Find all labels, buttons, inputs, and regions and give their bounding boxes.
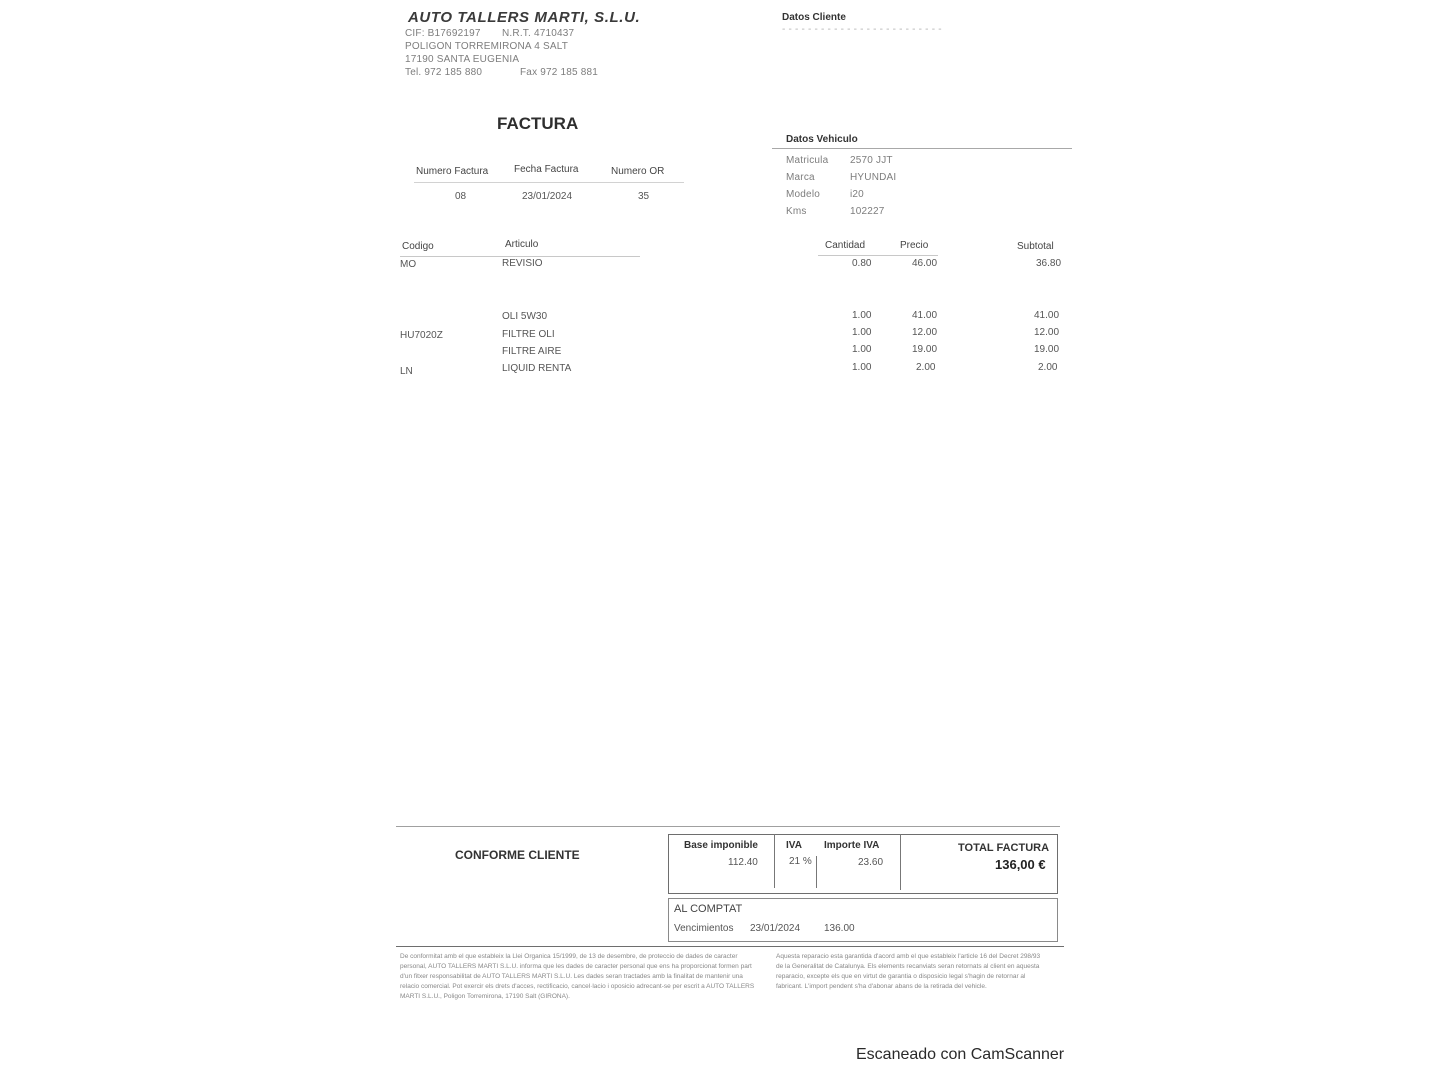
row-3-price: 12.00 (912, 327, 938, 338)
row-1-quantity: 0.80 (852, 258, 872, 269)
row-4-quantity: 1.00 (852, 344, 872, 355)
vehicle-plate-label: Matricula (786, 155, 829, 166)
row-3-article: FILTRE OLI (502, 329, 555, 340)
row-5-subtotal: 2.00 (1038, 362, 1058, 373)
client-section-label: Datos Cliente (782, 12, 846, 23)
vat-amount-value: 23.60 (858, 857, 884, 868)
row-2-subtotal: 41.00 (1034, 310, 1060, 321)
row-1-code: MO (400, 259, 417, 270)
document-title: FACTURA (497, 114, 579, 133)
order-number-header: Numero OR (611, 166, 665, 177)
warranty-legal-text: Aquesta reparacio esta garantida d'acord amb el que estableix l'article 16 del Decret 298/93 de la Generalitat de Catalunya. Els elements recanviats seran retornats al client en aquesta reparacio, excepte els que en virtut de garantia o disposicio legal s'hagin de retornar al fabricant. L'import pendent s'ha d'abonar abans de la retirada del vehicle. (776, 953, 1041, 990)
company-name: AUTO TALLERS MARTI, S.L.U. (408, 9, 641, 26)
company-cif: CIF: B17692197 (405, 28, 481, 39)
row-5-price: 2.00 (916, 362, 936, 373)
invoice-total-label: TOTAL FACTURA (958, 842, 1050, 854)
client-data-line: - - - - - - - - - - - - - - - - - - - - - - - - - (782, 24, 942, 35)
company-city: 17190 SANTA EUGENIA (405, 54, 520, 65)
invoice-number-value: 08 (455, 191, 467, 202)
company-fax: Fax 972 185 881 (520, 67, 599, 78)
vat-rate-label: IVA (786, 840, 802, 851)
row-2-quantity: 1.00 (852, 310, 872, 321)
invoice-total-value: 136,00 € (995, 857, 1046, 872)
client-conformity-label: CONFORME CLIENTE (455, 848, 580, 862)
invoice-date-value: 23/01/2024 (522, 191, 573, 202)
vehicle-section-label: Datos Vehiculo (786, 134, 858, 145)
column-header-subtotal: Subtotal (1017, 241, 1054, 252)
company-nrt: N.R.T. 4710437 (502, 28, 575, 39)
row-5-article: LIQUID RENTA (502, 363, 572, 374)
row-3-subtotal: 12.00 (1034, 327, 1060, 338)
row-2-article: OLI 5W30 (502, 311, 548, 322)
row-5-quantity: 1.00 (852, 362, 872, 373)
vehicle-brand-value: HYUNDAI (850, 172, 897, 183)
row-1-subtotal: 36.80 (1036, 258, 1062, 269)
column-header-price: Precio (900, 240, 929, 251)
row-3-quantity: 1.00 (852, 327, 872, 338)
row-5-code: LN (400, 366, 413, 377)
vehicle-plate-value: 2570 JJT (850, 155, 893, 166)
vat-amount-label: Importe IVA (824, 840, 880, 851)
tax-base-value: 112.40 (728, 857, 758, 868)
vehicle-model-label: Modelo (786, 189, 820, 200)
payment-method: AL COMPTAT (674, 903, 743, 915)
vehicle-brand-label: Marca (786, 172, 815, 183)
vehicle-kms-value: 102227 (850, 206, 885, 217)
row-4-subtotal: 19.00 (1034, 344, 1060, 355)
row-1-article: REVISIO (502, 258, 543, 269)
due-amount-value: 136.00 (824, 923, 855, 934)
data-protection-legal-text: De conformitat amb el que estableix la Llei Organica 15/1999, de 13 de desembre, de proteccio de dades de caracter personal, AUTO TALLERS MARTI S.L.U. informa que les dades de caracter personal que ens ha proporcionat formen part d'un fitxer responsabilitat de AUTO TALLERS MARTI S.L.U. Les dades seran tractades amb la finalitat de mantenir una relacio comercial. Pot exercir els drets d'acces, rectificacio, cancel·lacio i oposicio adrecant-se per escrit a AUTO TALLERS MARTI S.L.U., Poligon Torremirona, 17190 Salt (GIRONA). (400, 953, 755, 1000)
invoice-date-header: Fecha Factura (514, 164, 579, 175)
company-phone: Tel. 972 185 880 (405, 67, 483, 78)
scanner-watermark: Escaneado con CamScanner (856, 1046, 1065, 1063)
row-4-price: 19.00 (912, 344, 938, 355)
row-3-code: HU7020Z (400, 330, 443, 341)
tax-base-label: Base imponible (684, 840, 758, 851)
order-number-value: 35 (638, 191, 650, 202)
vat-rate-value: 21 % (789, 856, 812, 867)
vehicle-model-value: i20 (850, 189, 864, 200)
due-date-value: 23/01/2024 (750, 923, 801, 934)
row-4-article: FILTRE AIRE (502, 346, 562, 357)
column-header-quantity: Cantidad (825, 240, 866, 251)
due-dates-label: Vencimientos (674, 923, 734, 934)
invoice-number-header: Numero Factura (416, 166, 489, 177)
column-header-article: Articulo (505, 239, 539, 250)
company-address: POLIGON TORREMIRONA 4 SALT (405, 41, 569, 52)
row-2-price: 41.00 (912, 310, 938, 321)
column-header-code: Codigo (402, 241, 434, 252)
row-1-price: 46.00 (912, 258, 938, 269)
vehicle-kms-label: Kms (786, 206, 807, 217)
